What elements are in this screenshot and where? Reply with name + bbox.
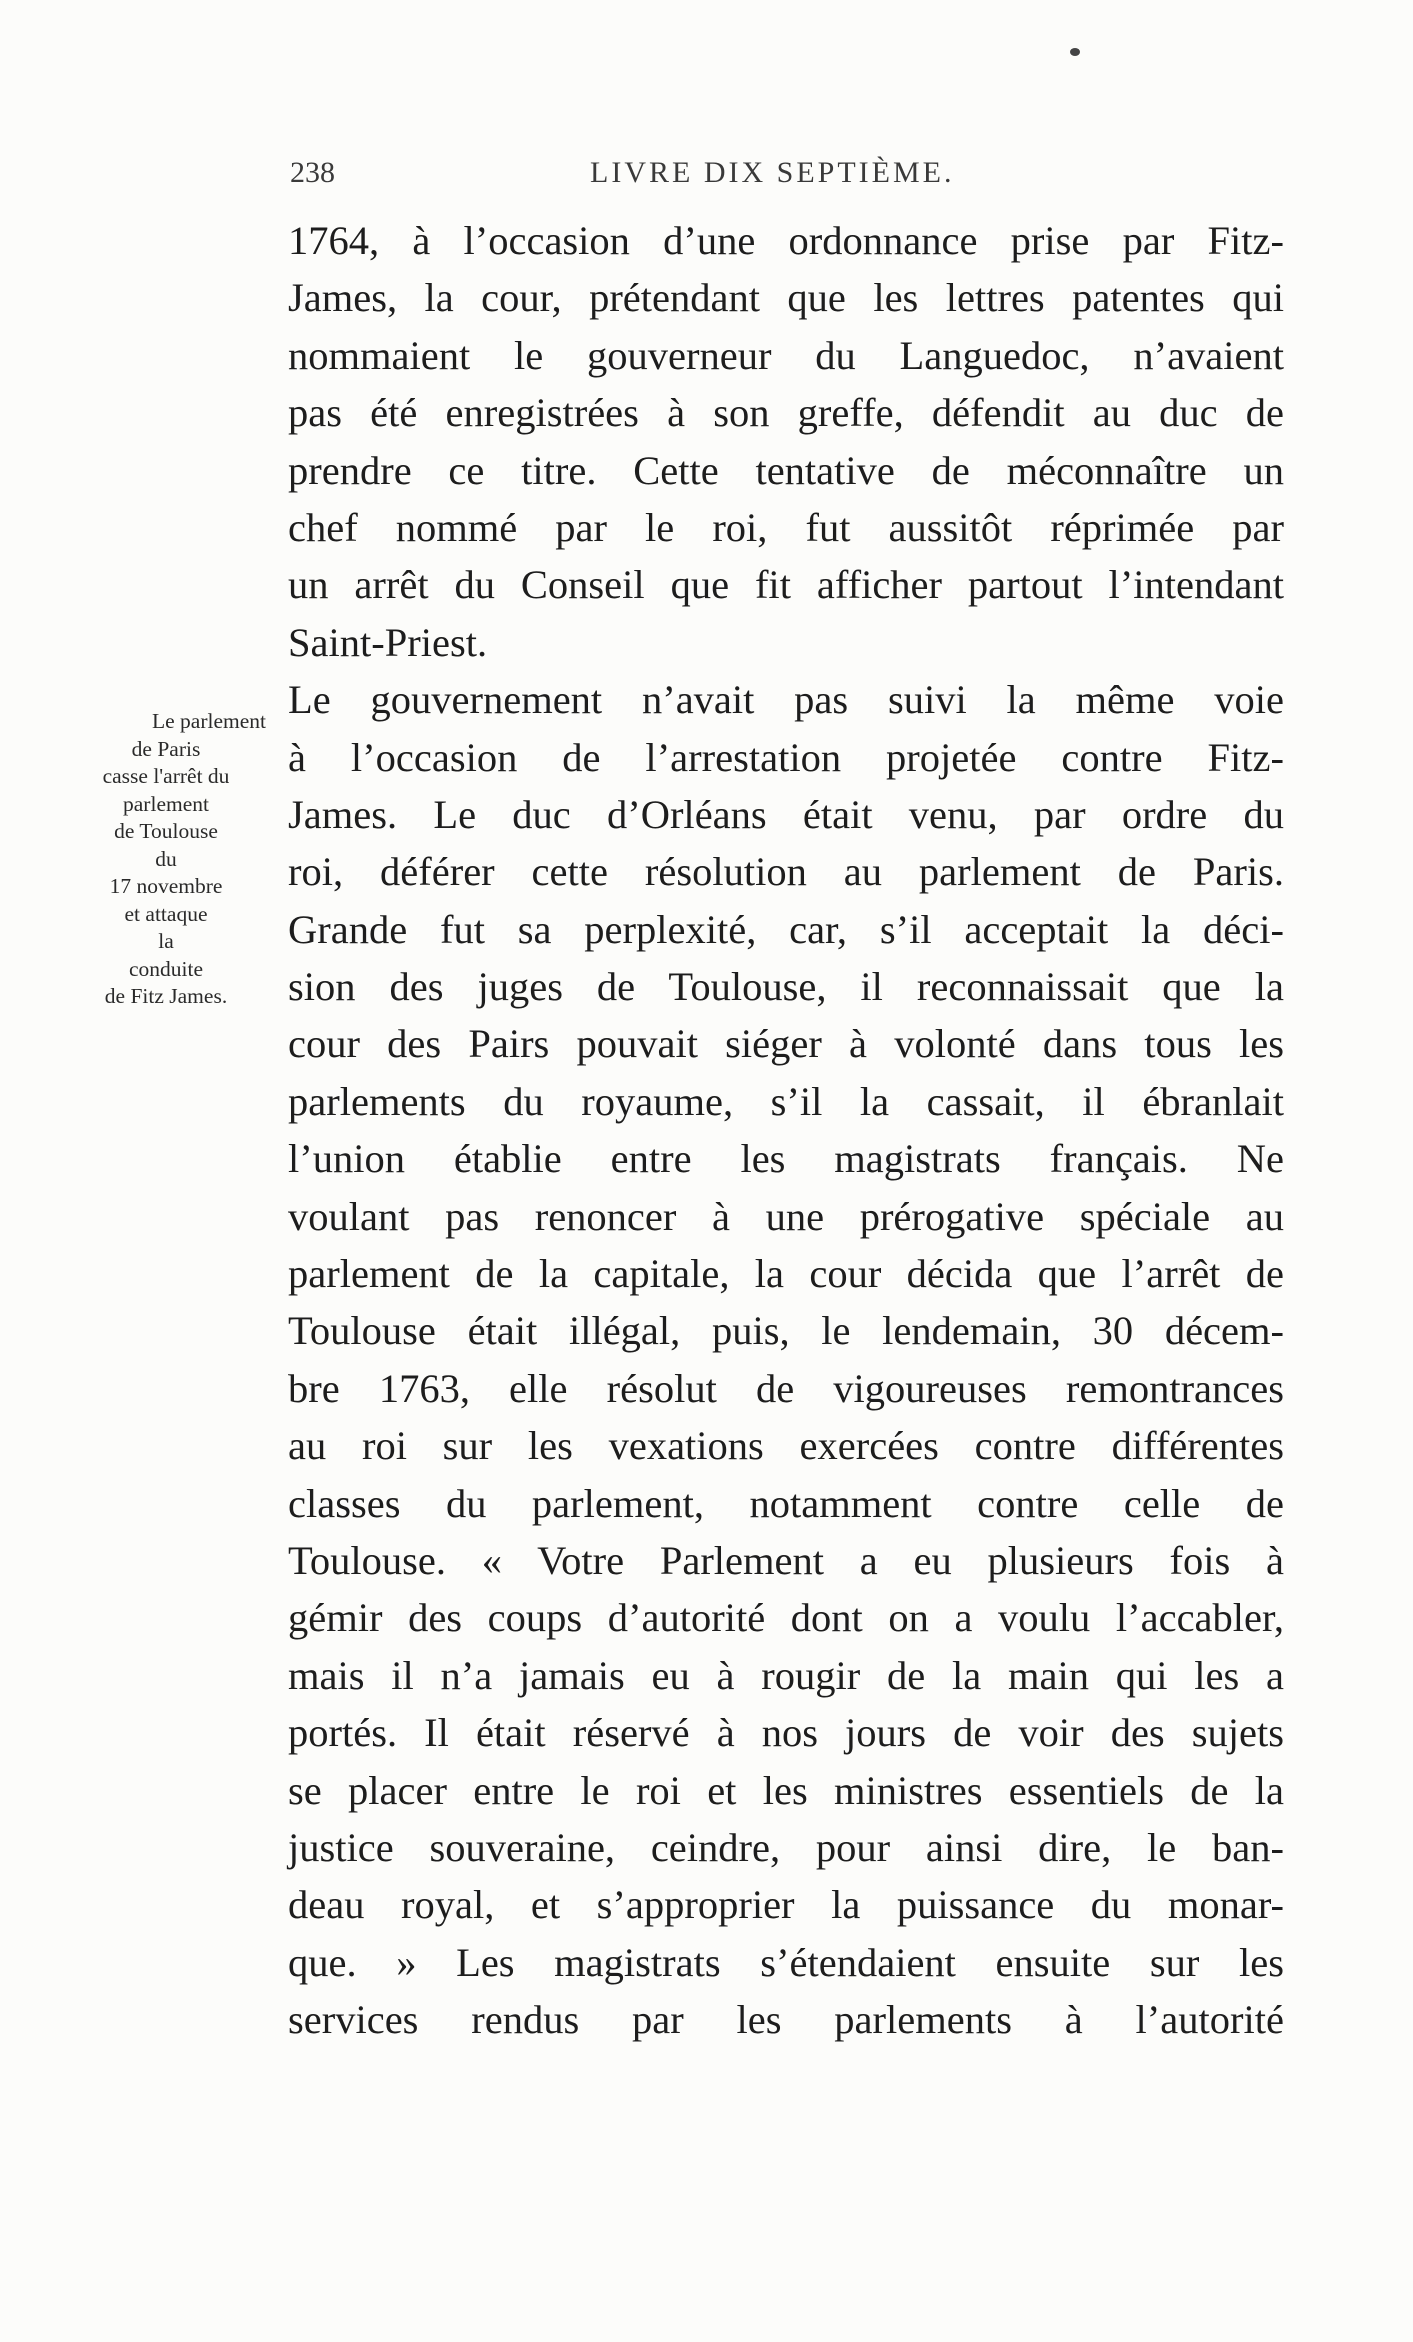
text-line: se placer entre le roi et les ministres essentiels de la [288,1767,1284,1813]
text-line: chef nommé par le roi, fut aussitôt réprimée par [288,504,1284,550]
margin-note-line: de Toulouse [114,819,218,843]
margin-note-line: parlement [123,791,209,816]
text-line: mais il n’a jamais eu à rougir de la main qui les a [288,1652,1284,1698]
text-line: cour des Pairs pouvait siéger à volonté dans tous les [288,1021,1284,1067]
text-line: classes du parlement, notamment contre celle de [288,1480,1284,1526]
margin-note-line: Le parlement [151,709,266,733]
text-line: au roi sur les vexations exercées contre différentes [288,1423,1284,1469]
text-line: gémir des coups d’autorité dont on a voulu l’accabler, [288,1595,1284,1641]
text-line: voulant pas renoncer à une prérogative spéciale au [288,1193,1284,1239]
text-line: 1764, à l’occasion d’une ordonnance prise par Fitz- [288,218,1284,263]
page-header [290,156,1010,196]
text-line: Grande fut sa perplexité, car, s’il acceptait la déci- [288,906,1284,952]
text-line: Toulouse était illégal, puis, le lendemain, 30 décem- [288,1308,1284,1354]
text-line: James. Le duc d’Orléans était venu, par ordre du [288,791,1284,837]
text-line: l’union établie entre les magistrats français. Ne [288,1136,1284,1182]
text-line: Le gouvernement n’avait pas suivi la même voie [288,677,1284,723]
text-line: justice souveraine, ceindre, pour ainsi dire, le ban- [288,1824,1284,1870]
margin-note-line: de Fitz James. [104,984,228,1008]
text-line: bre 1763, elle résolut de vigoureuses remontrances [288,1365,1284,1411]
text-line: roi, déférer cette résolution au parlement de Paris. [288,849,1284,895]
running-head: LIVRE DIX SEPTIÈME. [590,156,955,189]
text-line: un arrêt du Conseil que fit afficher partout l’intendant [288,562,1284,608]
text-line: prendre ce titre. Cette tentative de méconnaître un [288,447,1284,493]
text-line: à l’occasion de l’arrestation projetée contre Fitz- [288,734,1284,780]
body-text [288,212,1284,2049]
margin-note-line: casse l'arrêt du [102,764,230,788]
margin-note-line: de Paris [131,736,201,761]
margin-note [66,708,266,1011]
margin-note-line: et attaque [124,901,208,926]
page-number: 238 [290,156,335,189]
text-line: parlements du royaume, s’il la cassait, il ébranlait [288,1078,1284,1124]
text-line: que. » Les magistrats s’étendaient ensuite sur les [288,1939,1284,1985]
text-line: sion des juges de Toulouse, il reconnaissait que la [288,964,1284,1010]
margin-note-line: 17 novembre [109,874,223,898]
text-line: nommaient le gouverneur du Languedoc, n’avaient [288,332,1284,378]
text-line: pas été enregistrées à son greffe, défendit au duc de [288,390,1284,436]
text-line: deau royal, et s’approprier la puissance du monar- [288,1882,1284,1928]
text-line: services rendus par les parlements à l’autorité [288,1997,1284,2043]
margin-note-line: la [158,929,174,953]
margin-note-line: conduite [128,956,204,981]
text-line: portés. Il était réservé à nos jours de voir des sujets [288,1710,1284,1756]
text-line: James, la cour, prétendant que les lettres patentes qui [288,275,1284,321]
margin-note-line: du [155,846,177,871]
ink-dot [1070,48,1080,56]
text-line: Toulouse. « Votre Parlement a eu plusieurs fois à [288,1537,1284,1583]
text-line: parlement de la capitale, la cour décida que l’arrêt de [288,1251,1284,1297]
text-line: Saint-Priest. [288,619,488,665]
